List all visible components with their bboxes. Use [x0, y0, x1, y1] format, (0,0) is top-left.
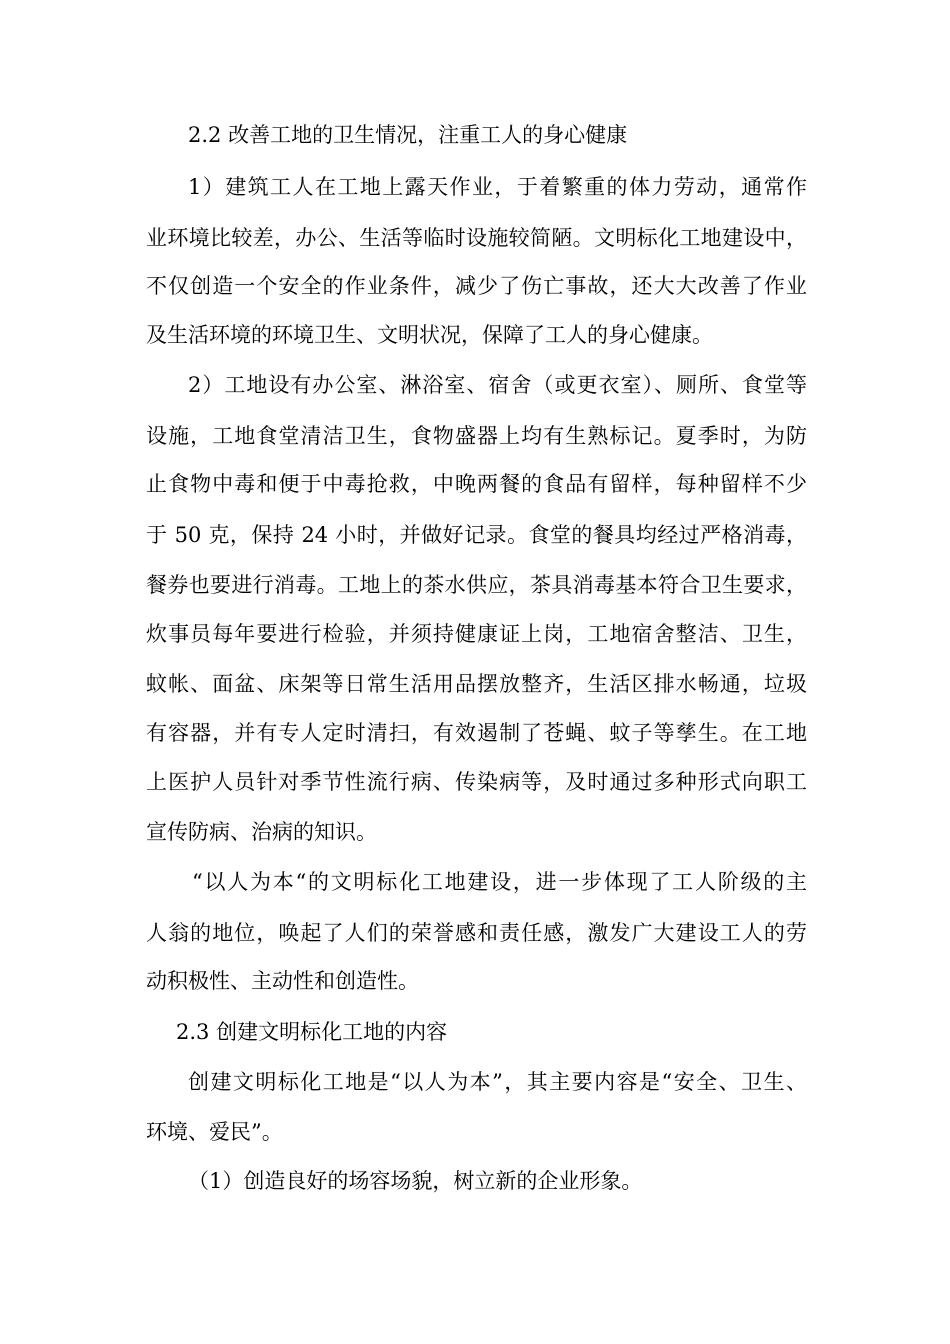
paragraph-line: 不仅创造一个安全的作业条件，减少了伤亡事故，还大大改善了作业: [146, 274, 807, 298]
paragraph-line: 人翁的地位，唤起了人们的荣誉感和责任感，激发广大建设工人的劳: [146, 921, 807, 945]
paragraph-line: 业环境比较差，办公、生活等临时设施较简陋。文明标化工地建设中，: [146, 226, 807, 250]
paragraph-line: 炊事员每年要进行检验，并须持健康证上岗，工地宿舍整洁、卫生，: [146, 622, 807, 646]
paragraph-line: 于 50 克，保持 24 小时，并做好记录。食堂的餐具均经过严格消毒，: [146, 523, 807, 547]
paragraph-line: 及生活环境的环境卫生、文明状况，保障了工人的身心健康。: [146, 323, 713, 347]
paragraph-line: 2）工地设有办公室、淋浴室、宿舍（或更衣室）、厕所、食堂等: [188, 373, 807, 397]
paragraph-line: 餐券也要进行消毒。工地上的茶水供应，茶具消毒基本符合卫生要求，: [146, 573, 807, 597]
paragraph-line: 设施，工地食堂清洁卫生，食物盛器上均有生熟标记。夏季时，为防: [146, 424, 807, 448]
paragraph-line: 有容器，并有专人定时清扫，有效遏制了苍蝇、蚊子等孳生。在工地: [146, 721, 807, 745]
paragraph-line: 环境、爱民”。: [146, 1120, 283, 1144]
paragraph-line: 动积极性、主动性和创造性。: [146, 969, 419, 993]
paragraph-line: 1）建筑工人在工地上露天作业，于着繁重的体力劳动，通常作: [188, 175, 807, 199]
paragraph-line: “以人为本“的文明标化工地建设，进一步体现了工人阶级的主: [192, 870, 807, 894]
paragraph-line: 宣传防病、治病的知识。: [146, 820, 377, 844]
section-heading-2-3: 2.3 创建文明标化工地的内容: [176, 1020, 448, 1044]
paragraph-line: 创建文明标化工地是“以人为本”，其主要内容是“安全、卫生、: [188, 1070, 807, 1094]
paragraph-line: 蚊帐、面盆、床架等日常生活用品摆放整齐，生活区排水畅通，垃圾: [146, 672, 807, 696]
paragraph-line: 上医护人员针对季节性流行病、传染病等，及时通过多种形式向职工: [146, 770, 807, 794]
section-heading-2-2: 2.2 改善工地的卫生情况，注重工人的身心健康: [188, 123, 628, 147]
paragraph-line: 止食物中毒和便于中毒抢救，中晚两餐的食品有留样，每种留样不少: [146, 472, 807, 496]
list-item: （1）创造良好的场容场貌，树立新的企业形象。: [188, 1169, 643, 1193]
